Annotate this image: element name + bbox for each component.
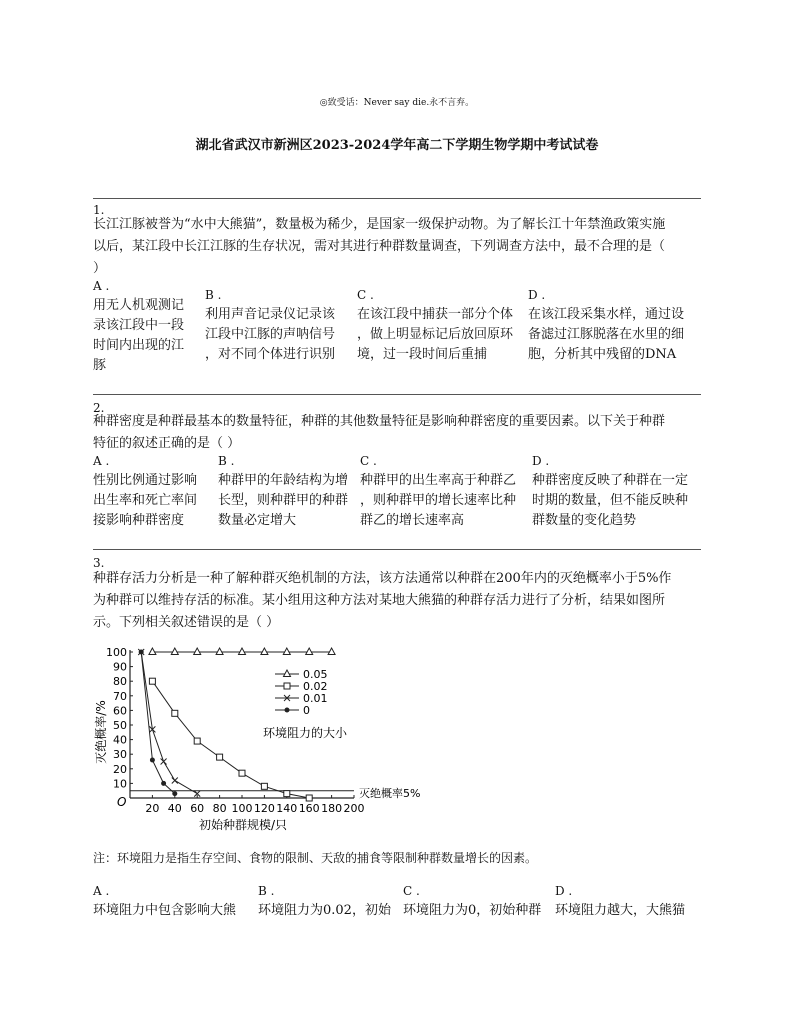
data-point <box>306 648 313 655</box>
x-tick-label: 60 <box>190 802 205 815</box>
data-point <box>283 648 290 655</box>
y-tick-label: 20 <box>113 762 127 776</box>
x-tick-label: 20 <box>145 802 160 815</box>
x-tick-label: 200 <box>343 802 365 815</box>
legend-label: 0 <box>303 704 310 717</box>
y-tick-label: 90 <box>113 660 127 674</box>
question-stem: 种群密度是种群最基本的数量特征，种群的其他数量特征是影响种群密度的重要因素。以下关于种群 特征的叙述正确的是（ ） <box>93 414 666 451</box>
x-tick-label: 40 <box>167 802 182 815</box>
data-point <box>139 650 144 655</box>
data-point <box>261 648 268 655</box>
y-tick-label: 70 <box>113 689 127 703</box>
option-a[interactable]: A . 性别比例通过影响 出生率和死亡率间 接影响种群密度 <box>93 451 213 531</box>
option-label: A . <box>93 884 110 898</box>
option-label: B . <box>258 884 275 898</box>
y-tick-label: 80 <box>113 675 127 689</box>
data-point <box>149 678 155 684</box>
option-label: A . <box>93 454 110 468</box>
data-point <box>161 781 166 786</box>
divider <box>93 198 701 199</box>
x-tick-label: 180 <box>321 802 343 815</box>
y-tick-label: 60 <box>113 704 127 718</box>
extinction-chart <box>93 640 443 840</box>
x-tick-label: 100 <box>231 802 253 815</box>
option-a[interactable]: A . 用无人机观测记 录该江段中一段 时间内出现的江 豚 <box>93 276 201 376</box>
x-tick-label: 80 <box>212 802 227 815</box>
legend-title: 环境阻力的大小 <box>263 726 348 740</box>
option-d[interactable]: D . 在该江段采集水样，通过设 备滤过江豚脱落在水里的细 胞，分析其中残留的DNA <box>528 285 703 365</box>
data-point <box>284 683 290 689</box>
data-point <box>217 754 223 760</box>
chart-note: 注：环境阻力是指生存空间、食物的限制、天敌的捕食等限制种群数量增长的因素。 <box>93 851 538 865</box>
question-number: 2. <box>93 401 105 415</box>
option-label: C . <box>403 884 420 898</box>
question-number: 1. <box>93 203 105 217</box>
question-number: 3. <box>93 556 105 570</box>
data-point <box>216 648 223 655</box>
data-point <box>172 777 178 783</box>
data-point <box>171 648 178 655</box>
option-label: C . <box>360 454 377 468</box>
option-d[interactable]: D . 环境阻力越大，大熊猫 <box>555 881 705 921</box>
question-stem: 长江江豚被誉为“水中大熊猫”，数量极为稀少，是国家一级保护动物。为了解长江十年禁渔政策实施 以后，某江段中长江江豚的生存状况，需对其进行种群数量调查，下列调查方法中，最不合理的是（ ） <box>93 217 666 276</box>
data-point <box>285 708 290 713</box>
data-point <box>284 791 290 797</box>
y-tick-label: 30 <box>113 748 127 762</box>
option-b[interactable]: B . 环境阻力为0.02，初始 <box>258 881 403 921</box>
option-c[interactable]: C . 在该江段中捕获一部分个体 ，做上明显标记后放回原环 境，过一段时间后重捕 <box>357 285 527 365</box>
origin-label: O <box>117 795 127 809</box>
series-triangle <box>149 648 335 681</box>
option-b[interactable]: B . 种群甲的年龄结构为增 长型，则种群甲的种群 数量必定增大 <box>218 451 360 531</box>
data-point <box>172 791 177 796</box>
option-d[interactable]: D . 种群密度反映了种群在一定 时期的数量，但不能反映种 群数量的变化趋势 <box>532 451 704 531</box>
option-label: B . <box>205 288 222 302</box>
data-point <box>261 783 267 789</box>
option-label: D . <box>528 288 546 302</box>
page-title: 湖北省武汉市新洲区2023-2024学年高二下学期生物学期中考试试卷 <box>195 138 599 153</box>
x-tick-label: 160 <box>298 802 320 815</box>
divider <box>93 394 701 395</box>
series-dot <box>139 650 310 797</box>
option-label: D . <box>532 454 550 468</box>
data-point <box>306 795 312 801</box>
data-point <box>149 648 156 655</box>
option-label: B . <box>218 454 235 468</box>
question-stem: 种群存活力分析是一种了解种群灭绝机制的方法，该方法通常以种群在200年内的灭绝概率小于5%作 为种群可以维持存活的标准。某小组用这种方法对某地大熊猫的种群存活力进行了分析，结果如图所 示。下列相关叙述错误的是（ ） <box>93 571 672 630</box>
y-tick-label: 100 <box>106 646 127 659</box>
option-label: D . <box>555 884 573 898</box>
x-axis-label: 初始种群规模/只 <box>198 818 288 832</box>
data-point <box>194 648 201 655</box>
option-b[interactable]: B . 利用声音记录仪记录该 江段中江豚的声呐信号 ，对不同个体进行识别 <box>205 285 355 365</box>
x-tick-label: 140 <box>276 802 298 815</box>
x-tick-label: 120 <box>253 802 275 815</box>
data-point <box>150 758 155 763</box>
page-motto: ◎致受话：Never say die.永不言弃。 <box>319 98 475 108</box>
divider <box>93 549 701 550</box>
y-axis-label: 灭绝概率/% <box>94 700 108 764</box>
data-point <box>239 770 245 776</box>
data-point <box>161 759 167 765</box>
data-point <box>328 648 335 655</box>
option-label: C . <box>357 288 374 302</box>
option-label: A . <box>93 279 110 293</box>
option-a[interactable]: A . 环境阻力中包含影响大熊 <box>93 881 253 921</box>
y-tick-label: 50 <box>113 719 127 732</box>
data-point <box>172 710 178 716</box>
data-point <box>239 648 246 655</box>
legend-label: 0.05 <box>303 668 328 681</box>
legend-label: 0.02 <box>303 680 328 693</box>
y-tick-label: 10 <box>113 777 127 791</box>
series-line <box>141 652 197 794</box>
y-tick-label: 40 <box>113 733 127 747</box>
option-c[interactable]: C . 环境阻力为0，初始种群 <box>403 881 553 921</box>
threshold-label: 灭绝概率5% <box>359 787 421 800</box>
option-c[interactable]: C . 种群甲的出生率高于种群乙 ，则种群甲的增长速率比种 群乙的增长速率高 <box>360 451 530 531</box>
data-point <box>284 670 291 677</box>
data-point <box>194 738 200 744</box>
series-x <box>138 649 327 797</box>
legend-label: 0.01 <box>303 692 328 705</box>
